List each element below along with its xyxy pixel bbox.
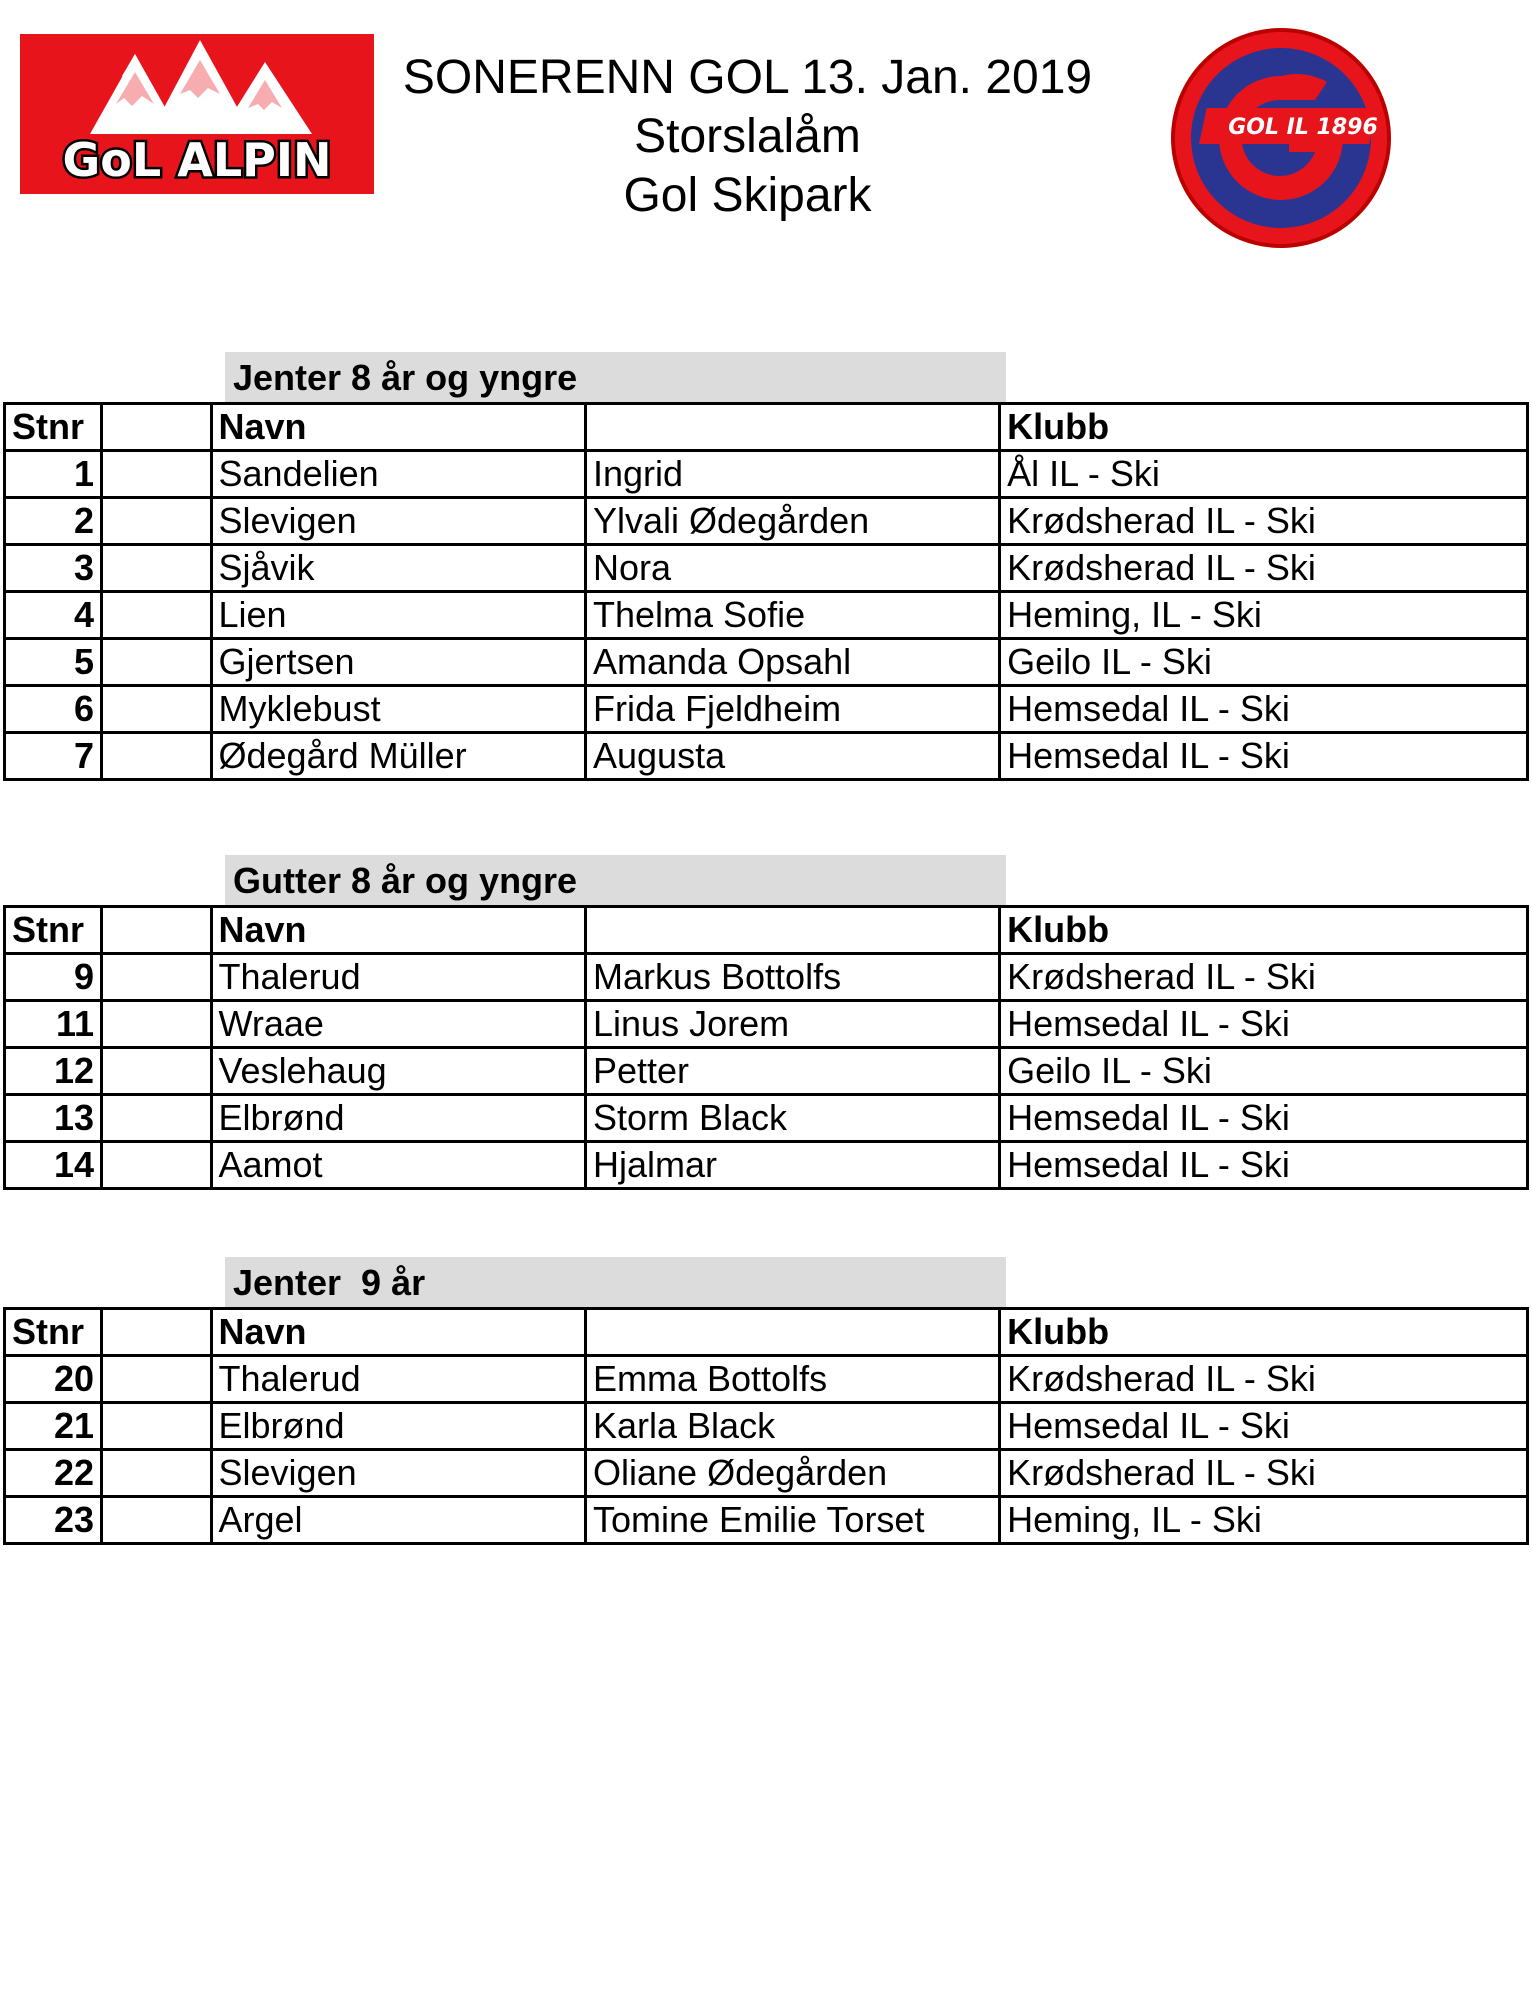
empty-cell — [102, 1142, 212, 1189]
column-header-blank — [102, 907, 212, 954]
column-header-stnr: Stnr — [5, 404, 102, 451]
bib-number: 5 — [5, 639, 102, 686]
column-header-fornavn — [586, 907, 1000, 954]
last-name: Elbrønd — [211, 1403, 585, 1450]
last-name: Lien — [211, 592, 585, 639]
empty-cell — [102, 1497, 212, 1544]
club: Hemsedal IL - Ski — [1000, 1142, 1528, 1189]
club: Hemsedal IL - Ski — [1000, 1001, 1528, 1048]
venue-title: Gol Skipark — [623, 169, 872, 222]
club: Heming, IL - Ski — [1000, 592, 1528, 639]
section-title: Jenter 9 år — [225, 1257, 1006, 1308]
last-name: Aamot — [211, 1142, 585, 1189]
last-name: Elbrønd — [211, 1095, 585, 1142]
club: Krødsherad IL - Ski — [1000, 545, 1528, 592]
empty-cell — [102, 1095, 212, 1142]
table-row — [5, 1403, 1528, 1450]
table-row — [5, 545, 1528, 592]
section-title: Jenter 8 år og yngre — [225, 352, 1006, 403]
club: Hemsedal IL - Ski — [1000, 686, 1528, 733]
table-row — [5, 592, 1528, 639]
club: Geilo IL - Ski — [1000, 1048, 1528, 1095]
first-name: Tomine Emilie Torset — [586, 1497, 1000, 1544]
empty-cell — [102, 1356, 212, 1403]
svg-text:GoL ALPIN: GoL ALPIN — [62, 133, 332, 187]
table-row — [5, 1450, 1528, 1497]
table-row — [5, 1497, 1528, 1544]
table-row — [5, 1048, 1528, 1095]
table-row — [5, 639, 1528, 686]
last-name: Argel — [211, 1497, 585, 1544]
last-name: Slevigen — [211, 498, 585, 545]
first-name: Augusta — [586, 733, 1000, 780]
bib-number: 3 — [5, 545, 102, 592]
column-header-blank — [102, 1309, 212, 1356]
empty-cell — [102, 1001, 212, 1048]
column-header-fornavn — [586, 1309, 1000, 1356]
table-header-row — [5, 1309, 1528, 1356]
club: Krødsherad IL - Ski — [1000, 954, 1528, 1001]
table-row — [5, 733, 1528, 780]
first-name: Thelma Sofie — [586, 592, 1000, 639]
club: Hemsedal IL - Ski — [1000, 733, 1528, 780]
table-row — [5, 451, 1528, 498]
first-name: Amanda Opsahl — [586, 639, 1000, 686]
club: Krødsherad IL - Ski — [1000, 1356, 1528, 1403]
table-row — [5, 498, 1528, 545]
bib-number: 4 — [5, 592, 102, 639]
first-name: Ylvali Ødegården — [586, 498, 1000, 545]
table-row — [5, 1095, 1528, 1142]
last-name: Slevigen — [211, 1450, 585, 1497]
last-name: Veslehaug — [211, 1048, 585, 1095]
bib-number: 22 — [5, 1450, 102, 1497]
first-name: Petter — [586, 1048, 1000, 1095]
results-table — [3, 402, 1529, 781]
table-row — [5, 686, 1528, 733]
first-name: Storm Black — [586, 1095, 1000, 1142]
first-name: Markus Bottolfs — [586, 954, 1000, 1001]
table-header-row — [5, 907, 1528, 954]
column-header-klubb: Klubb — [1000, 907, 1528, 954]
page-title: SONERENN GOL 13. Jan. 2019 — [402, 51, 1093, 104]
column-header-blank — [102, 404, 212, 451]
bib-number: 12 — [5, 1048, 102, 1095]
club: Hemsedal IL - Ski — [1000, 1403, 1528, 1450]
bib-number: 9 — [5, 954, 102, 1001]
document-header — [380, 48, 1115, 225]
column-header-stnr: Stnr — [5, 1309, 102, 1356]
first-name: Ingrid — [586, 451, 1000, 498]
column-header-klubb: Klubb — [1000, 1309, 1528, 1356]
last-name: Sandelien — [211, 451, 585, 498]
bib-number: 20 — [5, 1356, 102, 1403]
table-row — [5, 1356, 1528, 1403]
bib-number: 11 — [5, 1001, 102, 1048]
empty-cell — [102, 592, 212, 639]
bib-number: 6 — [5, 686, 102, 733]
last-name: Wraae — [211, 1001, 585, 1048]
gol-alpin-logo — [20, 34, 374, 194]
column-header-navn: Navn — [211, 907, 585, 954]
table-row — [5, 1001, 1528, 1048]
first-name: Hjalmar — [586, 1142, 1000, 1189]
club: Krødsherad IL - Ski — [1000, 1450, 1528, 1497]
empty-cell — [102, 498, 212, 545]
table-row — [5, 954, 1528, 1001]
bib-number: 7 — [5, 733, 102, 780]
results-table — [3, 1307, 1529, 1545]
column-header-navn: Navn — [211, 1309, 585, 1356]
last-name: Ødegård Müller — [211, 733, 585, 780]
empty-cell — [102, 545, 212, 592]
club: Krødsherad IL - Ski — [1000, 498, 1528, 545]
empty-cell — [102, 639, 212, 686]
club: Heming, IL - Ski — [1000, 1497, 1528, 1544]
empty-cell — [102, 1450, 212, 1497]
bib-number: 1 — [5, 451, 102, 498]
empty-cell — [102, 733, 212, 780]
table-row — [5, 1142, 1528, 1189]
gol-il-logo — [1165, 22, 1397, 254]
bib-number: 14 — [5, 1142, 102, 1189]
bib-number: 2 — [5, 498, 102, 545]
bib-number: 21 — [5, 1403, 102, 1450]
empty-cell — [102, 954, 212, 1001]
first-name: Frida Fjeldheim — [586, 686, 1000, 733]
club: Ål IL - Ski — [1000, 451, 1528, 498]
empty-cell — [102, 1403, 212, 1450]
first-name: Oliane Ødegården — [586, 1450, 1000, 1497]
club: Hemsedal IL - Ski — [1000, 1095, 1528, 1142]
club: Geilo IL - Ski — [1000, 639, 1528, 686]
last-name: Thalerud — [211, 1356, 585, 1403]
last-name: Sjåvik — [211, 545, 585, 592]
column-header-fornavn — [586, 404, 1000, 451]
empty-cell — [102, 1048, 212, 1095]
svg-text:GOL IL 1896: GOL IL 1896 — [1228, 115, 1378, 140]
first-name: Nora — [586, 545, 1000, 592]
empty-cell — [102, 451, 212, 498]
first-name: Linus Jorem — [586, 1001, 1000, 1048]
last-name: Thalerud — [211, 954, 585, 1001]
last-name: Gjertsen — [211, 639, 585, 686]
column-header-navn: Navn — [211, 404, 585, 451]
last-name: Myklebust — [211, 686, 585, 733]
first-name: Karla Black — [586, 1403, 1000, 1450]
results-table — [3, 905, 1529, 1190]
bib-number: 13 — [5, 1095, 102, 1142]
empty-cell — [102, 686, 212, 733]
table-header-row — [5, 404, 1528, 451]
discipline-title: Storslalåm — [634, 110, 861, 163]
column-header-stnr: Stnr — [5, 907, 102, 954]
bib-number: 23 — [5, 1497, 102, 1544]
column-header-klubb: Klubb — [1000, 404, 1528, 451]
first-name: Emma Bottolfs — [586, 1356, 1000, 1403]
section-title: Gutter 8 år og yngre — [225, 855, 1006, 906]
